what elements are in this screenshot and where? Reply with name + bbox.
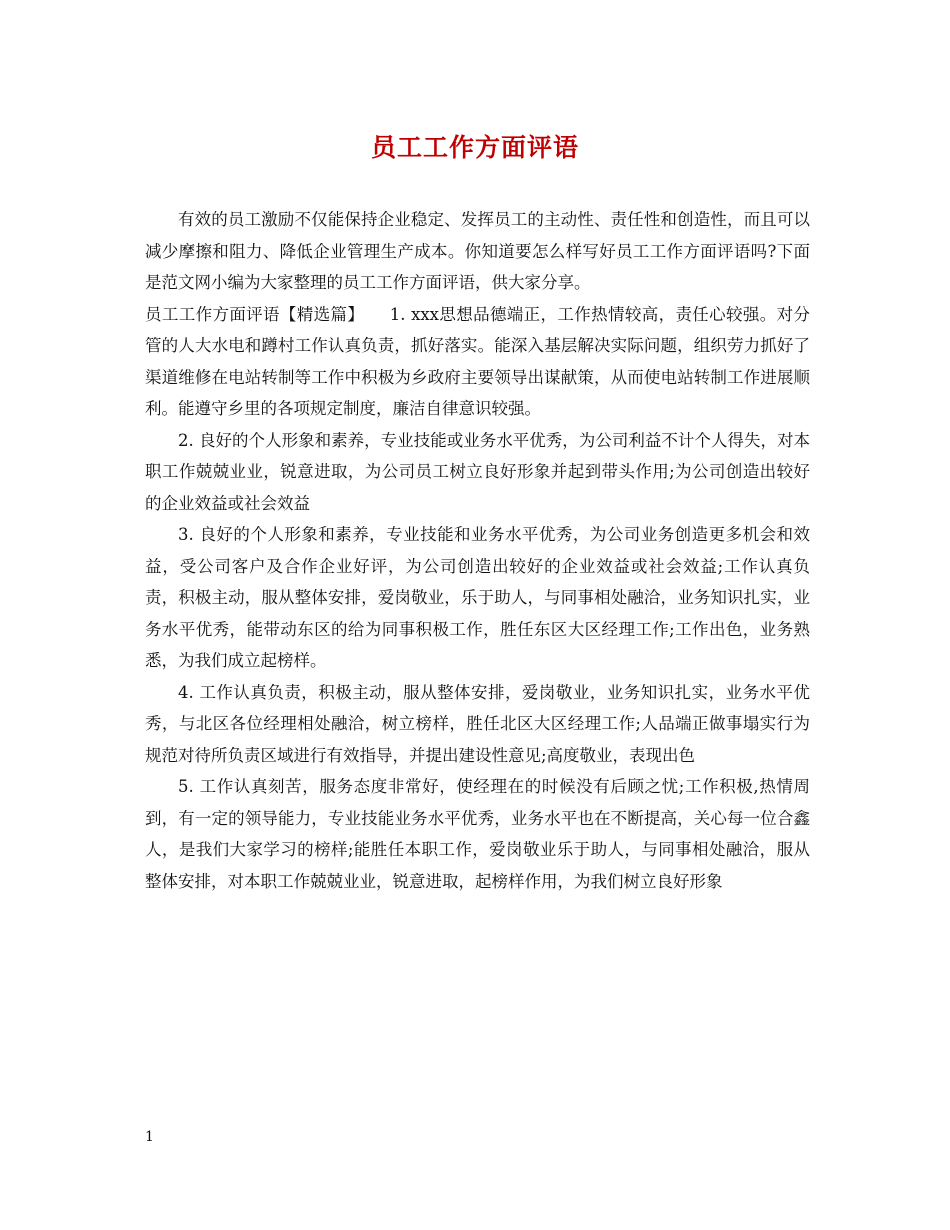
section-heading-and-item-1: 员工工作方面评语【精选篇】 1. xxx思想品德端正，工作热情较高，责任心较强。对分管的人大水电和蹲村工作认真负责，抓好落实。能深入基层解决实际问题，组织劳力抓好了渠道维修在电站转制等工作中积极为乡政府主要领导出谋献策，从而使电站转制工作进展顺利。能遵守乡里的各项规定制度，廉洁自律意识较强。: [145, 304, 810, 418]
list-item-3: 3. 良好的个人形象和素养，专业技能和业务水平优秀，为公司业务创造更多机会和效益，受公司客户及合作企业好评，为公司创造出较好的企业效益或社会效益;工作认真负责，积极主动，服从整体安排，爱岗敬业，乐于助人，与同事相处融洽，业务知识扎实，业务水平优秀，能带动东区的给为同事积极工作，胜任东区大区经理工作;工作出色，业务熟悉，为我们成立起榜样。: [145, 525, 810, 670]
page-number: 1: [145, 1129, 154, 1145]
list-item-5: 5. 工作认真刻苦，服务态度非常好，使经理在的时候没有后顾之忧;工作积极,热情周到，有一定的领导能力，专业技能业务水平优秀，业务水平也在不断提高，关心每一位合鑫人，是我们大家学习的榜样;能胜任本职工作，爱岗敬业乐于助人，与同事相处融洽，服从整体安排，对本职工作兢兢业业，锐意进取，起榜样作用，为我们树立良好形象: [145, 777, 810, 891]
intro-paragraph: 有效的员工激励不仅能保持企业稳定、发挥员工的主动性、责任性和创造性，而且可以减少摩擦和阻力、降低企业管理生产成本。你知道要怎么样写好员工工作方面评语吗?下面是范文网小编为大家整理的员工工作方面评语，供大家分享。: [145, 210, 810, 292]
list-item-4: 4. 工作认真负责，积极主动，服从整体安排，爱岗敬业，业务知识扎实，业务水平优秀，与北区各位经理相处融洽，树立榜样，胜任北区大区经理工作;人品端正做事塌实行为规范对待所负责区域进行有效指导，并提出建设性意见;高度敬业，表现出色: [145, 682, 810, 765]
list-item-2: 2. 良好的个人形象和素养，专业技能或业务水平优秀，为公司利益不计个人得失，对本职工作兢兢业业，锐意进取，为公司员工树立良好形象并起到带头作用;为公司创造出较好的企业效益或社会效益: [145, 430, 810, 513]
document-title: 员工工作方面评语: [370, 133, 579, 162]
document-body: [145, 204, 810, 897]
